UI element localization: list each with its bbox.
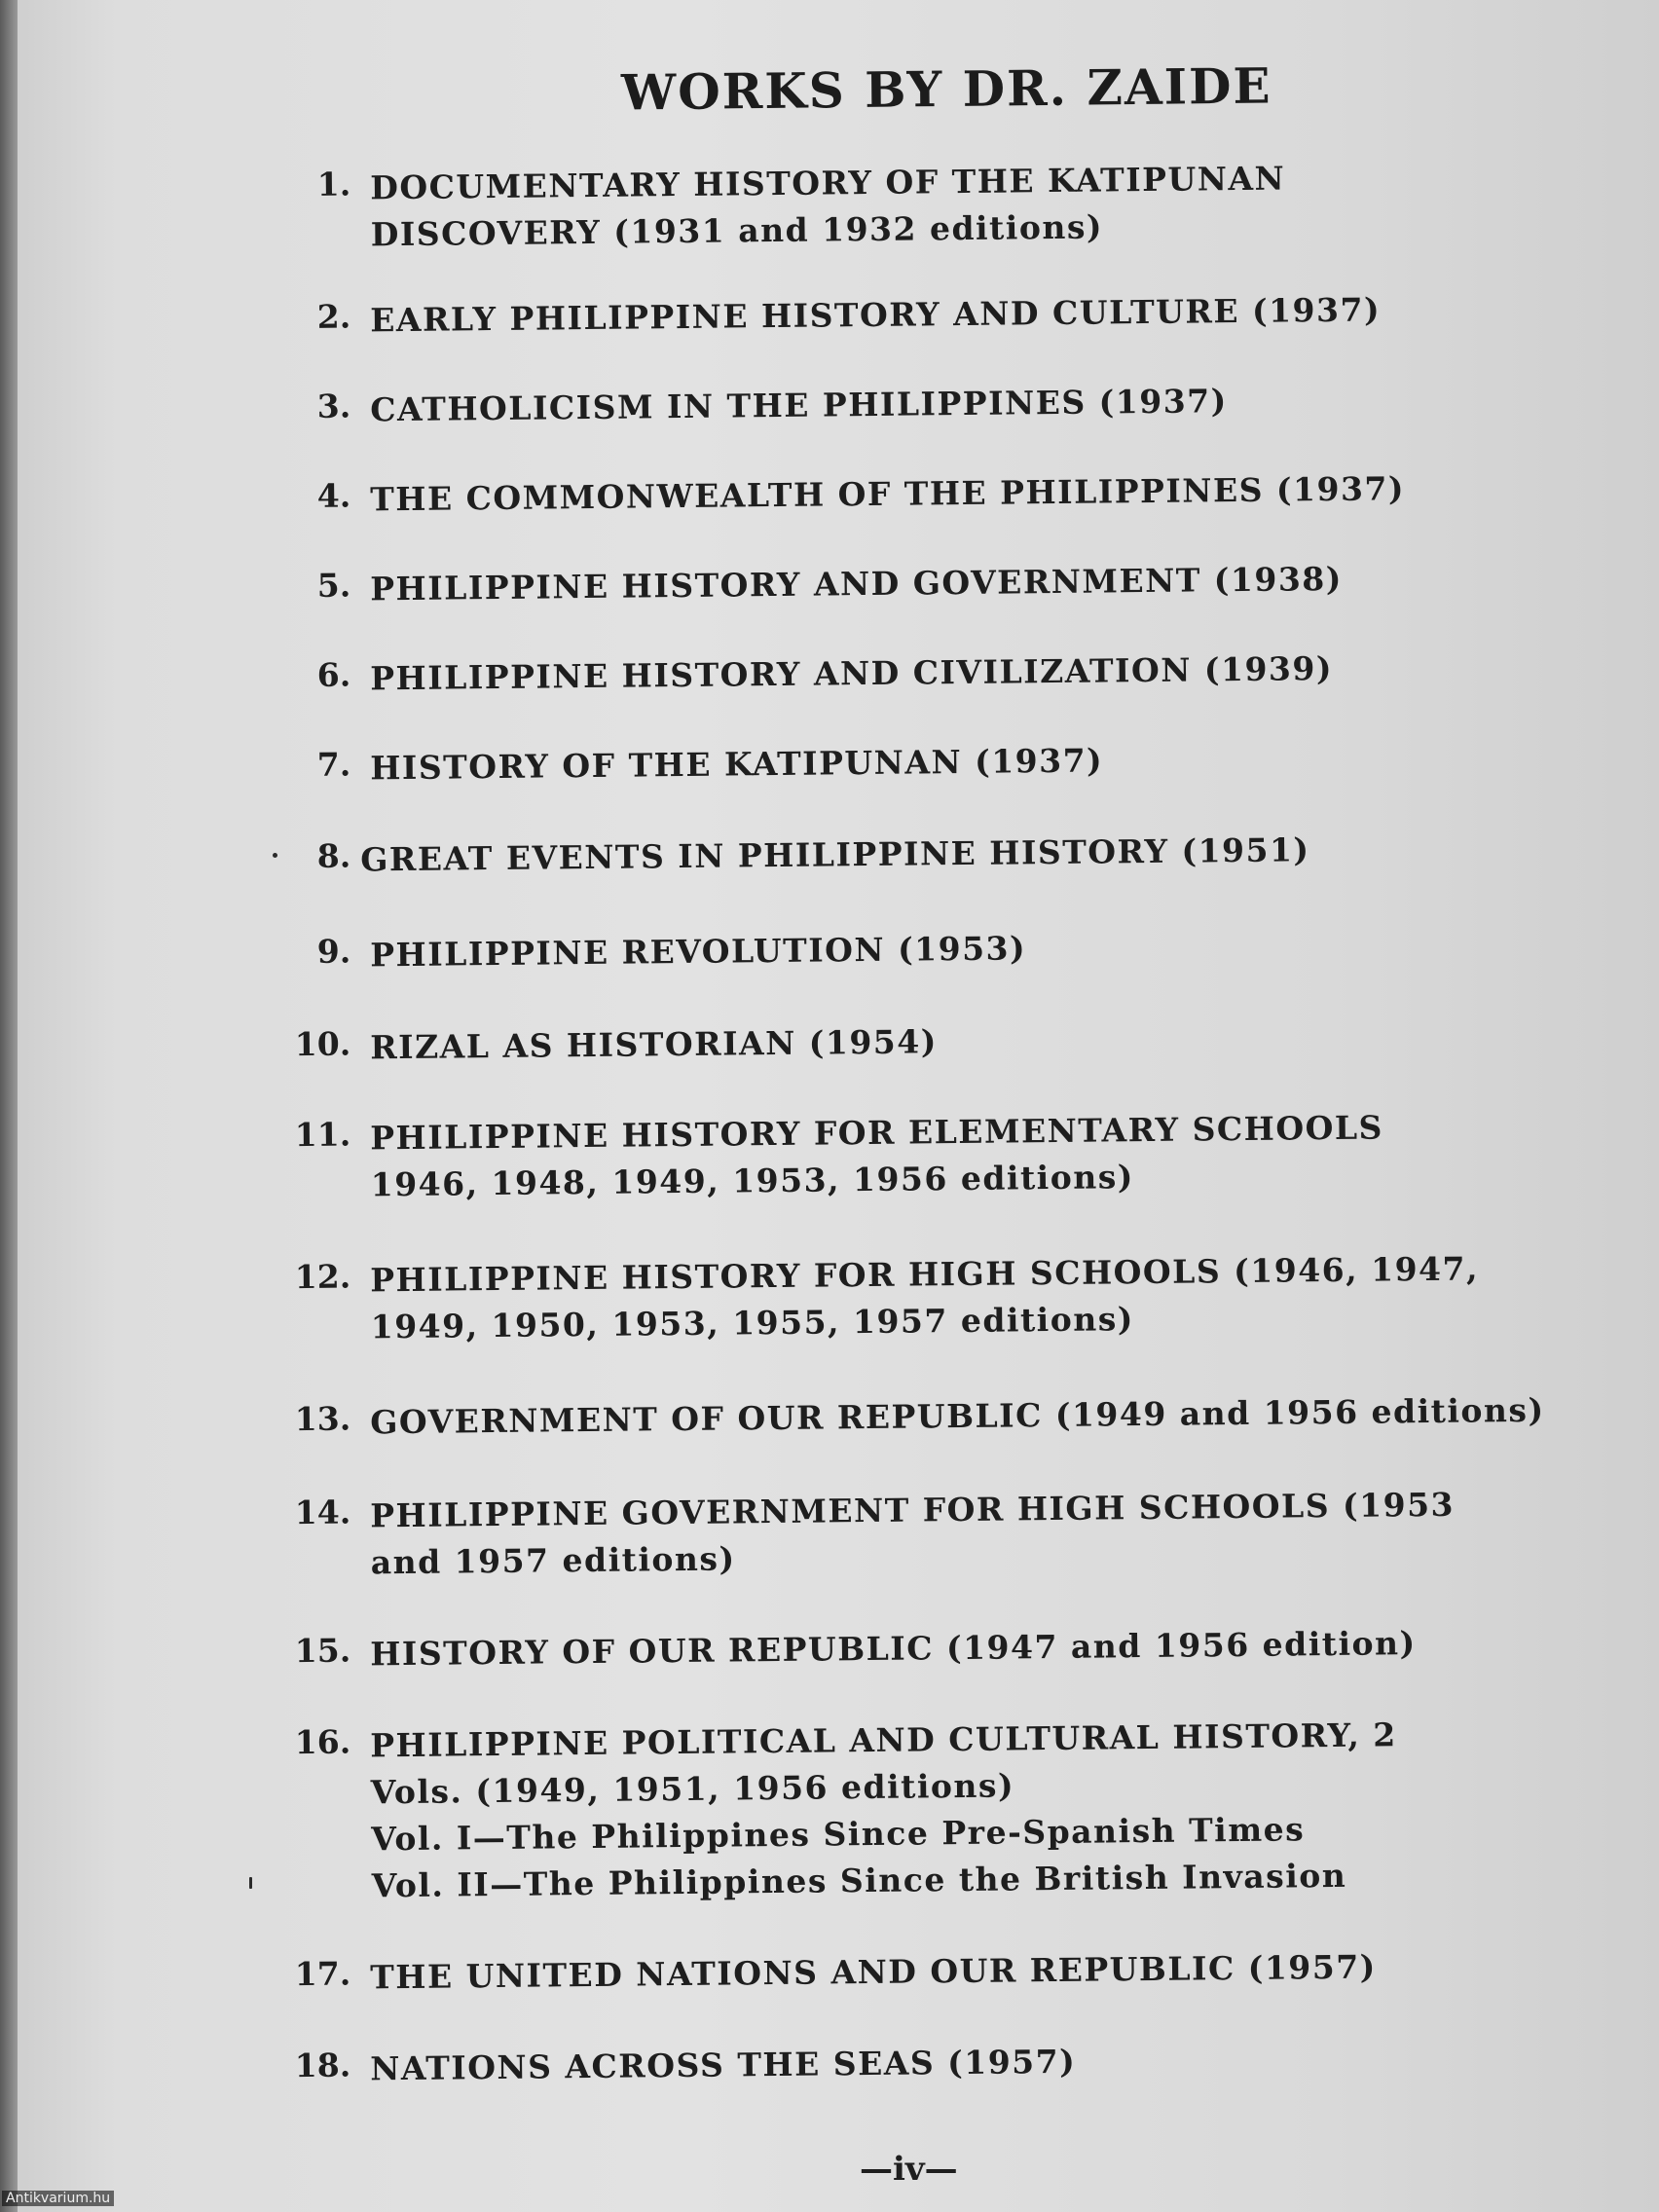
work-title (370, 1104, 1384, 1208)
work-title-line: Vol. II—The Philippines Since the British Invasion (371, 1856, 1347, 1905)
work-item (18, 1011, 1659, 1067)
works-list (18, 0, 1659, 2212)
work-number: 14. (294, 1493, 351, 1532)
work-number: 1. (316, 165, 351, 203)
work-number: 8. (316, 836, 351, 875)
work-item (18, 918, 1659, 975)
work-item (18, 642, 1659, 698)
work-title (370, 737, 1103, 792)
work-title (370, 925, 1026, 978)
work-title (370, 1944, 1377, 2002)
work-item (18, 1385, 1659, 1442)
work-title-line: NATIONS ACROSS THE SEAS (1957) (370, 2042, 1077, 2088)
work-item (18, 2032, 1659, 2088)
book-page (18, 0, 1659, 2212)
work-number: 15. (294, 1631, 351, 1671)
work-item (18, 283, 1659, 340)
work-item (18, 823, 1659, 879)
work-number: 16. (294, 1722, 351, 1762)
work-title-line: HISTORY OF THE KATIPUNAN (1937) (370, 741, 1104, 788)
work-title (370, 1482, 1456, 1587)
work-title-line: PHILIPPINE HISTORY FOR ELEMENTARY SCHOOLS (370, 1108, 1384, 1158)
work-title (370, 556, 1343, 612)
work-item (18, 1940, 1659, 1997)
work-item (18, 731, 1659, 788)
work-title (370, 465, 1405, 523)
work-item (18, 373, 1659, 429)
work-item (18, 1243, 1659, 1346)
work-title (370, 286, 1381, 344)
work-number: 6. (316, 655, 351, 694)
work-title-line: EARLY PHILIPPINE HISTORY AND CULTURE (1937) (370, 290, 1382, 340)
work-title-line: 1946, 1948, 1949, 1953, 1956 editions) (370, 1158, 1135, 1204)
work-title (370, 1245, 1480, 1350)
work-title-line: CATHOLICISM IN THE PHILIPPINES (1937) (370, 382, 1228, 429)
work-title-line: PHILIPPINE POLITICAL AND CULTURAL HISTORY, 2 (370, 1715, 1397, 1765)
work-item (18, 462, 1659, 519)
work-title-line: DOCUMENTARY HISTORY OF THE KATIPUNAN (370, 159, 1286, 207)
work-item (18, 1617, 1659, 1674)
work-title-line: GOVERNMENT OF OUR REPUBLIC (1949 and 1956 editions) (370, 1390, 1545, 1442)
work-title-line: Vol. I—The Philippines Since Pre-Spanish Times (371, 1810, 1306, 1859)
page-number: —iv— (860, 2150, 958, 2189)
work-title-line: GREAT EVENTS IN PHILIPPINE HISTORY (1951) (360, 830, 1310, 879)
binding-shadow (0, 0, 18, 2212)
work-title (370, 1712, 1399, 1909)
work-title-line: DISCOVERY (1931 and 1932 editions) (370, 207, 1104, 254)
work-title-line: and 1957 editions) (370, 1539, 736, 1582)
work-title-line: PHILIPPINE HISTORY AND GOVERNMENT (1938) (370, 559, 1344, 608)
work-item (18, 151, 1659, 254)
work-title-line: PHILIPPINE REVOLUTION (1953) (370, 929, 1027, 975)
work-number: 4. (316, 476, 351, 515)
print-speck (249, 1877, 252, 1889)
watermark: Antikvarium.hu (2, 2191, 114, 2206)
work-title (370, 378, 1228, 433)
work-number: 9. (316, 932, 351, 971)
work-title-line: Vols. (1949, 1951, 1956 editions) (370, 1766, 1015, 1812)
work-number: 12. (294, 1257, 351, 1297)
work-title (370, 2039, 1076, 2093)
work-item (18, 552, 1659, 608)
work-number: 7. (316, 745, 351, 784)
work-title-line: HISTORY OF OUR REPUBLIC (1947 and 1956 edition) (370, 1624, 1417, 1674)
print-speck (273, 853, 277, 858)
work-title (370, 1620, 1417, 1677)
work-item (18, 1709, 1659, 1905)
work-number: 17. (294, 1954, 351, 1994)
work-number: 3. (316, 387, 351, 425)
work-title-line: PHILIPPINE HISTORY FOR HIGH SCHOOLS (1946, 1947, (370, 1249, 1480, 1300)
work-number: 18. (294, 2046, 351, 2085)
work-title (370, 156, 1286, 259)
work-number: 13. (294, 1399, 351, 1439)
page-title: WORKS BY DR. ZAIDE (620, 56, 1272, 122)
work-title-line: 1949, 1950, 1953, 1955, 1957 editions) (370, 1300, 1135, 1346)
work-title-line: PHILIPPINE HISTORY AND CIVILIZATION (1939) (370, 648, 1334, 698)
work-number: 11. (294, 1115, 351, 1155)
work-title (360, 827, 1310, 883)
work-title-line: RIZAL AS HISTORIAN (1954) (370, 1022, 939, 1067)
work-item (18, 1101, 1659, 1204)
work-title-line: THE UNITED NATIONS AND OUR REPUBLIC (1957) (370, 1947, 1377, 1997)
work-title (370, 645, 1333, 702)
work-number: 5. (316, 566, 351, 605)
work-title-line: PHILIPPINE GOVERNMENT FOR HIGH SCHOOLS (1953 (370, 1485, 1456, 1535)
work-number: 2. (316, 297, 351, 336)
work-title (370, 1387, 1545, 1447)
work-item (18, 1479, 1659, 1582)
work-number: 10. (294, 1024, 351, 1064)
work-title-line: THE COMMONWEALTH OF THE PHILIPPINES (1937) (370, 469, 1406, 519)
work-title (370, 1018, 938, 1071)
